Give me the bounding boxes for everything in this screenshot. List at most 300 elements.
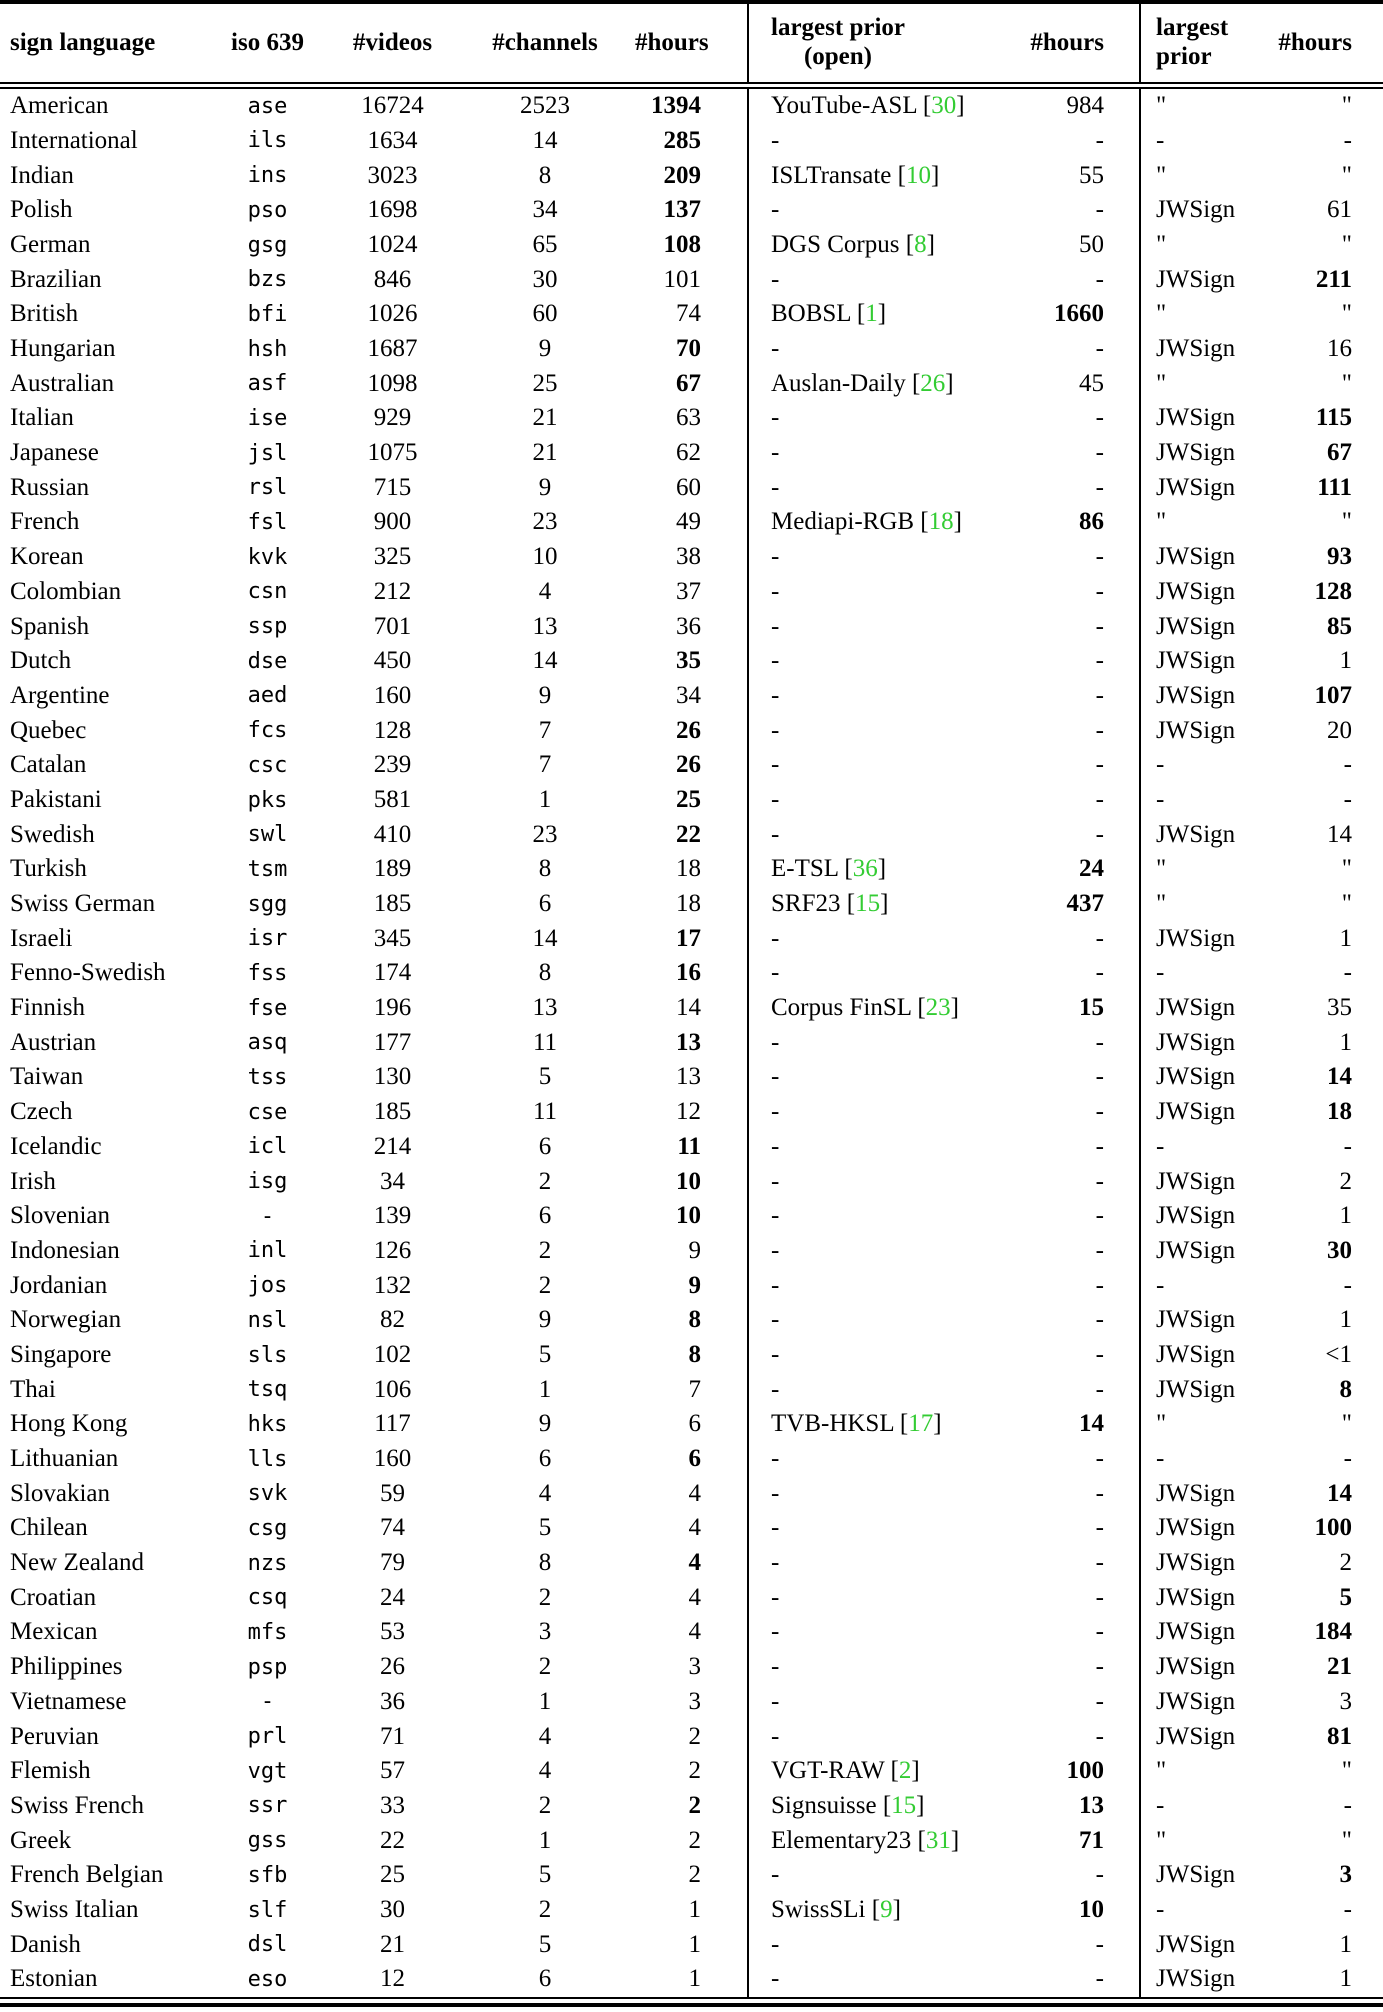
- open-prior-cell: -: [748, 1199, 978, 1234]
- citation-link[interactable]: 23: [925, 994, 951, 1022]
- iso-code-cell: dsl: [247, 1932, 288, 1958]
- largest-prior-hours-cell: ": [1341, 855, 1352, 883]
- largest-prior-cell: ": [1140, 505, 1270, 540]
- largest-prior-hours-cell: 111: [1317, 473, 1352, 501]
- largest-prior-cell: -: [1140, 956, 1270, 991]
- language-cell: Japanese: [10, 439, 99, 467]
- videos-cell: 185: [373, 890, 412, 918]
- table-row: [0, 609, 1383, 644]
- videos-cell: 160: [373, 1445, 412, 1473]
- largest-prior-hours-cell: 1: [1339, 1965, 1352, 1993]
- videos-cell: 16724: [361, 92, 424, 120]
- largest-prior-cell: JWSign: [1140, 575, 1270, 610]
- largest-prior-cell: ": [1140, 86, 1270, 124]
- largest-prior-hours-cell: 3: [1339, 1861, 1352, 1889]
- channels-cell: 9: [538, 1410, 552, 1438]
- largest-prior-cell: JWSign: [1140, 436, 1270, 471]
- iso-code-cell: asf: [247, 371, 288, 397]
- language-cell: Colombian: [10, 577, 122, 605]
- col-header-prior-hours: [1270, 2, 1383, 86]
- largest-prior-hours-cell: -: [1343, 126, 1352, 154]
- open-prior-cell: Elementary23 [31]: [748, 1823, 978, 1858]
- largest-prior-hours-cell: 1: [1339, 924, 1352, 952]
- channels-cell: 2: [538, 1653, 552, 1681]
- table-row: [0, 124, 1383, 159]
- hours-cell: 17: [676, 924, 701, 952]
- channels-cell: 2: [538, 1791, 552, 1819]
- hours-cell: 8: [688, 1306, 701, 1334]
- language-cell: French Belgian: [10, 1861, 164, 1889]
- language-cell: Quebec: [10, 716, 87, 744]
- table-row: [0, 540, 1383, 575]
- hours-cell: 4: [688, 1479, 701, 1507]
- largest-prior-hours-cell: ": [1341, 508, 1352, 536]
- largest-prior-hours-cell: ": [1341, 230, 1352, 258]
- citation-link[interactable]: 2: [898, 1757, 912, 1785]
- language-cell: Swiss German: [10, 890, 156, 918]
- channels-cell: 7: [538, 751, 552, 779]
- iso-code-cell: gsg: [247, 232, 288, 258]
- iso-code-cell: bfi: [247, 301, 288, 327]
- open-prior-cell: ISLTransate [10]: [748, 158, 978, 193]
- open-prior-hours-cell: 86: [1079, 508, 1104, 536]
- videos-cell: 3023: [367, 161, 418, 189]
- largest-prior-hours-cell: 93: [1327, 543, 1352, 571]
- table-row: [0, 86, 1383, 124]
- open-prior-hours-cell: 71: [1079, 1826, 1104, 1854]
- videos-cell: 126: [373, 1236, 412, 1264]
- videos-cell: 128: [373, 716, 412, 744]
- hours-cell: 6: [688, 1410, 701, 1438]
- channels-cell: 6: [538, 1132, 552, 1160]
- channels-cell: 23: [532, 820, 558, 848]
- largest-prior-cell: ": [1140, 297, 1270, 332]
- channels-cell: 4: [538, 1479, 552, 1507]
- largest-prior-hours-cell: 61: [1327, 196, 1352, 224]
- language-cell: Norwegian: [10, 1306, 122, 1334]
- table-row: [0, 1268, 1383, 1303]
- largest-prior-cell: JWSign: [1140, 817, 1270, 852]
- iso-code-cell: -: [260, 1203, 275, 1229]
- open-prior-cell: -: [748, 193, 978, 228]
- language-cell: Mexican: [10, 1618, 98, 1646]
- table-row: [0, 401, 1383, 436]
- largest-prior-hours-cell: <1: [1325, 1340, 1352, 1368]
- language-cell: Croatian: [10, 1583, 97, 1611]
- channels-cell: 9: [538, 1306, 552, 1334]
- hours-cell: 22: [676, 820, 701, 848]
- table-row: [0, 1581, 1383, 1616]
- language-cell: Australian: [10, 369, 115, 397]
- open-prior-hours-cell: -: [1095, 924, 1104, 952]
- table-row: [0, 1095, 1383, 1130]
- open-prior-cell: -: [748, 1234, 978, 1269]
- col-header-largest-prior-label: [1156, 14, 1228, 72]
- videos-cell: 185: [373, 1098, 412, 1126]
- open-prior-cell: DGS Corpus [8]: [748, 228, 978, 263]
- table-row: [0, 1442, 1383, 1477]
- table-row: [0, 956, 1383, 991]
- largest-prior-hours-cell: ": [1341, 1826, 1352, 1854]
- videos-cell: 106: [373, 1375, 412, 1403]
- language-cell: Russian: [10, 473, 90, 501]
- hours-cell: 60: [676, 473, 701, 501]
- iso-code-cell: ils: [247, 128, 288, 154]
- largest-prior-hours-cell: -: [1343, 959, 1352, 987]
- open-prior-cell: -: [748, 1372, 978, 1407]
- open-prior-hours-cell: -: [1095, 439, 1104, 467]
- open-prior-cell: -: [748, 1581, 978, 1616]
- citation-link[interactable]: 15: [891, 1791, 917, 1819]
- open-prior-cell: E-TSL [36]: [748, 852, 978, 887]
- largest-prior-hours-cell: 14: [1327, 1063, 1352, 1091]
- largest-prior-cell: JWSign: [1140, 1858, 1270, 1893]
- videos-cell: 239: [373, 751, 412, 779]
- channels-cell: 7: [538, 716, 552, 744]
- table-row: [0, 1685, 1383, 1720]
- videos-cell: 1024: [367, 230, 418, 258]
- channels-cell: 34: [532, 196, 558, 224]
- language-cell: Lithuanian: [10, 1445, 119, 1473]
- channels-cell: 4: [538, 577, 552, 605]
- language-cell: Austrian: [10, 1028, 97, 1056]
- col-header-open-hours: [978, 2, 1140, 86]
- open-prior-hours-cell: -: [1095, 1167, 1104, 1195]
- citation-link[interactable]: 18: [928, 508, 954, 536]
- hours-cell: 26: [676, 716, 701, 744]
- open-prior-cell: -: [748, 1650, 978, 1685]
- open-prior-hours-cell: -: [1095, 1445, 1104, 1473]
- open-prior-cell: -: [748, 401, 978, 436]
- hours-cell: 37: [676, 577, 701, 605]
- channels-cell: 9: [538, 681, 552, 709]
- largest-prior-cell: ": [1140, 158, 1270, 193]
- language-cell: Chilean: [10, 1514, 88, 1542]
- largest-prior-cell: JWSign: [1140, 713, 1270, 748]
- iso-code-cell: eso: [247, 1966, 288, 1992]
- largest-prior-line2: prior: [1156, 43, 1212, 70]
- largest-prior-cell: -: [1140, 748, 1270, 783]
- language-cell: Swiss French: [10, 1791, 145, 1819]
- language-cell: Flemish: [10, 1757, 91, 1785]
- table-row: [0, 1754, 1383, 1789]
- open-prior-hours-cell: -: [1095, 1271, 1104, 1299]
- table-row: [0, 1303, 1383, 1338]
- open-prior-cell: -: [748, 783, 978, 818]
- iso-code-cell: lls: [247, 1446, 288, 1472]
- col-header-largest-prior-open: [748, 2, 978, 86]
- iso-code-cell: jsl: [247, 440, 288, 466]
- col-header-prior-hours-label: #hours: [1278, 29, 1352, 56]
- hours-cell: 26: [676, 751, 701, 779]
- hours-cell: 9: [688, 1271, 701, 1299]
- open-prior-cell: VGT-RAW [2]: [748, 1754, 978, 1789]
- largest-prior-hours-cell: 3: [1339, 1687, 1352, 1715]
- largest-prior-hours-cell: 115: [1315, 404, 1352, 432]
- videos-cell: 82: [380, 1306, 405, 1334]
- citation-link[interactable]: 8: [914, 230, 927, 258]
- table-row: [0, 748, 1383, 783]
- citation-link[interactable]: 30: [931, 92, 957, 120]
- language-cell: Finnish: [10, 994, 86, 1022]
- open-prior-hours-cell: 15: [1079, 994, 1104, 1022]
- open-prior-cell: -: [748, 1026, 978, 1061]
- open-prior-cell: -: [748, 1927, 978, 1962]
- videos-cell: 410: [373, 820, 412, 848]
- largest-prior-hours-cell: 8: [1339, 1375, 1352, 1403]
- language-cell: Fenno-Swedish: [10, 959, 166, 987]
- language-cell: Irish: [10, 1167, 56, 1195]
- hours-cell: 137: [663, 196, 701, 224]
- table-row: [0, 713, 1383, 748]
- largest-prior-cell: JWSign: [1140, 1026, 1270, 1061]
- col-header-hours: [635, 2, 748, 86]
- citation-link[interactable]: 15: [855, 890, 881, 918]
- videos-cell: 1026: [367, 300, 418, 328]
- table-row: [0, 1338, 1383, 1373]
- videos-cell: 174: [373, 959, 412, 987]
- citation-link[interactable]: 26: [920, 369, 946, 397]
- iso-code-cell: sls: [247, 1342, 288, 1368]
- language-cell: Hungarian: [10, 335, 116, 363]
- videos-cell: 715: [373, 473, 412, 501]
- channels-cell: 8: [538, 959, 552, 987]
- hours-cell: 3: [688, 1687, 701, 1715]
- videos-cell: 26: [380, 1653, 405, 1681]
- largest-prior-hours-cell: 1: [1339, 1306, 1352, 1334]
- channels-cell: 4: [538, 1757, 552, 1785]
- open-prior-hours-cell: -: [1095, 1236, 1104, 1264]
- largest-prior-cell: JWSign: [1140, 1234, 1270, 1269]
- videos-cell: 53: [380, 1618, 405, 1646]
- videos-cell: 325: [373, 543, 412, 571]
- channels-cell: 14: [532, 924, 558, 952]
- open-prior-cell: -: [748, 1338, 978, 1373]
- hours-cell: 13: [676, 1028, 701, 1056]
- videos-cell: 1698: [367, 196, 418, 224]
- largest-prior-hours-cell: 85: [1327, 612, 1352, 640]
- hours-cell: 18: [676, 890, 701, 918]
- videos-cell: 900: [373, 508, 412, 536]
- open-prior-cell: -: [748, 1615, 978, 1650]
- hours-cell: 4: [688, 1583, 701, 1611]
- col-header-videos-label: #videos: [352, 29, 433, 56]
- language-cell: Danish: [10, 1930, 81, 1958]
- language-cell: Peruvian: [10, 1722, 99, 1750]
- hours-cell: 14: [676, 994, 701, 1022]
- largest-prior-hours-cell: 20: [1327, 716, 1352, 744]
- iso-code-cell: hks: [247, 1411, 288, 1437]
- col-header-largest-prior-open-label: [771, 14, 905, 72]
- open-prior-cell: -: [748, 1685, 978, 1720]
- open-prior-hours-cell: -: [1095, 265, 1104, 293]
- iso-code-cell: tss: [247, 1065, 288, 1091]
- largest-prior-cell: ": [1140, 1407, 1270, 1442]
- hours-cell: 1: [688, 1930, 701, 1958]
- iso-code-cell: csg: [247, 1515, 288, 1541]
- open-prior-cell: -: [748, 817, 978, 852]
- iso-code-cell: vgt: [247, 1758, 288, 1784]
- largest-prior-hours-cell: 107: [1314, 681, 1352, 709]
- largest-prior-cell: JWSign: [1140, 1199, 1270, 1234]
- hours-cell: 4: [688, 1514, 701, 1542]
- citation-link[interactable]: 1: [865, 300, 878, 328]
- iso-code-cell: aed: [247, 683, 288, 709]
- open-prior-hours-cell: -: [1095, 1098, 1104, 1126]
- language-cell: Pakistani: [10, 785, 102, 813]
- open-prior-hours-cell: -: [1095, 820, 1104, 848]
- channels-cell: 4: [538, 1722, 552, 1750]
- videos-cell: 24: [380, 1583, 405, 1611]
- hours-cell: 67: [676, 369, 701, 397]
- language-cell: Philippines: [10, 1653, 123, 1681]
- iso-code-cell: inl: [247, 1238, 288, 1264]
- channels-cell: 9: [538, 335, 552, 363]
- iso-code-cell: hsh: [247, 336, 288, 362]
- largest-prior-hours-cell: 16: [1327, 335, 1352, 363]
- largest-prior-hours-cell: 1: [1339, 1202, 1352, 1230]
- largest-prior-hours-cell: 128: [1314, 577, 1352, 605]
- largest-prior-hours-cell: -: [1343, 1791, 1352, 1819]
- col-header-open-hours-label: #hours: [1030, 29, 1104, 56]
- open-prior-cell: -: [748, 1130, 978, 1165]
- open-prior-hours-cell: -: [1095, 404, 1104, 432]
- open-prior-hours-cell: -: [1095, 1861, 1104, 1889]
- open-prior-hours-cell: -: [1095, 751, 1104, 779]
- language-cell: Indian: [10, 161, 74, 189]
- open-prior-hours-cell: -: [1095, 1653, 1104, 1681]
- videos-cell: 1634: [367, 126, 418, 154]
- largest-prior-hours-cell: ": [1341, 161, 1352, 189]
- largest-prior-cell: JWSign: [1140, 262, 1270, 297]
- open-prior-cell: Signsuisse [15]: [748, 1789, 978, 1824]
- largest-prior-cell: JWSign: [1140, 1581, 1270, 1616]
- largest-prior-cell: ": [1140, 1823, 1270, 1858]
- hours-cell: 63: [676, 404, 701, 432]
- language-cell: Thai: [10, 1375, 56, 1403]
- language-cell: Polish: [10, 196, 73, 224]
- channels-cell: 8: [538, 1549, 552, 1577]
- open-prior-hours-cell: 437: [1066, 890, 1104, 918]
- open-prior-hours-cell: -: [1095, 1028, 1104, 1056]
- channels-cell: 2: [538, 1167, 552, 1195]
- open-prior-hours-cell: -: [1095, 1722, 1104, 1750]
- open-prior-hours-cell: -: [1095, 1375, 1104, 1403]
- hours-cell: 74: [676, 300, 701, 328]
- table-row: [0, 922, 1383, 957]
- largest-prior-cell: JWSign: [1140, 471, 1270, 506]
- largest-prior-hours-cell: -: [1343, 1445, 1352, 1473]
- largest-prior-hours-cell: ": [1341, 890, 1352, 918]
- channels-cell: 21: [532, 404, 558, 432]
- open-prior-hours-cell: 984: [1066, 92, 1104, 120]
- open-prior-hours-cell: 24: [1079, 855, 1104, 883]
- open-prior-hours-cell: -: [1095, 1306, 1104, 1334]
- largest-prior-cell: JWSign: [1140, 1372, 1270, 1407]
- open-prior-hours-cell: 14: [1079, 1410, 1104, 1438]
- citation-link[interactable]: 31: [925, 1826, 951, 1854]
- channels-cell: 2: [538, 1583, 552, 1611]
- open-prior-cell: -: [748, 1546, 978, 1581]
- language-cell: Israeli: [10, 924, 73, 952]
- open-prior-hours-cell: -: [1095, 196, 1104, 224]
- videos-cell: 12: [380, 1965, 405, 1993]
- largest-prior-cell: JWSign: [1140, 991, 1270, 1026]
- table-row: [0, 1511, 1383, 1546]
- language-cell: International: [10, 126, 138, 154]
- hours-cell: 101: [663, 265, 701, 293]
- citation-link[interactable]: 36: [852, 855, 878, 883]
- hours-cell: 10: [676, 1202, 701, 1230]
- iso-code-cell: csc: [247, 752, 288, 778]
- table-row: [0, 1615, 1383, 1650]
- channels-cell: 6: [538, 1445, 552, 1473]
- open-prior-cell: -: [748, 1060, 978, 1095]
- iso-code-cell: mfs: [247, 1620, 288, 1646]
- largest-prior-cell: -: [1140, 124, 1270, 159]
- videos-cell: 30: [380, 1895, 405, 1923]
- open-prior-hours-cell: -: [1095, 681, 1104, 709]
- largest-prior-cell: JWSign: [1140, 1477, 1270, 1512]
- largest-prior-cell: JWSign: [1140, 679, 1270, 714]
- hours-cell: 9: [688, 1236, 701, 1264]
- channels-cell: 14: [532, 647, 558, 675]
- largest-prior-open-line1: largest prior: [771, 14, 905, 42]
- header-row: [0, 2, 1383, 86]
- language-cell: German: [10, 230, 91, 258]
- citation-link[interactable]: 9: [880, 1895, 893, 1923]
- videos-cell: 102: [373, 1340, 412, 1368]
- table-row: [0, 817, 1383, 852]
- open-prior-cell: -: [748, 332, 978, 367]
- channels-cell: 3: [538, 1618, 552, 1646]
- iso-code-cell: sgg: [247, 891, 288, 917]
- citation-link[interactable]: 10: [905, 161, 931, 189]
- table-row: [0, 332, 1383, 367]
- largest-prior-hours-cell: 2: [1339, 1167, 1352, 1195]
- largest-prior-cell: JWSign: [1140, 609, 1270, 644]
- largest-prior-cell: JWSign: [1140, 1927, 1270, 1962]
- language-cell: Korean: [10, 543, 84, 571]
- table-row: [0, 1372, 1383, 1407]
- language-cell: British: [10, 300, 79, 328]
- open-prior-cell: -: [748, 1268, 978, 1303]
- videos-cell: 117: [374, 1410, 411, 1438]
- channels-cell: 30: [532, 265, 558, 293]
- open-prior-cell: -: [748, 1962, 978, 1998]
- largest-prior-cell: JWSign: [1140, 1615, 1270, 1650]
- table-row: [0, 852, 1383, 887]
- hours-cell: 34: [676, 681, 701, 709]
- channels-cell: 5: [538, 1930, 552, 1958]
- videos-cell: 57: [380, 1757, 405, 1785]
- hours-cell: 62: [676, 439, 701, 467]
- open-prior-cell: -: [748, 575, 978, 610]
- citation-link[interactable]: 17: [908, 1410, 934, 1438]
- channels-cell: 2: [538, 1895, 552, 1923]
- iso-code-cell: icl: [247, 1134, 288, 1160]
- table-row: [0, 1026, 1383, 1061]
- hours-cell: 36: [676, 612, 701, 640]
- videos-cell: 177: [373, 1028, 412, 1056]
- open-prior-hours-cell: -: [1095, 1549, 1104, 1577]
- hours-cell: 1: [688, 1895, 701, 1923]
- open-prior-cell: -: [748, 748, 978, 783]
- language-cell: American: [10, 92, 109, 120]
- open-prior-hours-cell: -: [1095, 577, 1104, 605]
- open-prior-hours-cell: -: [1095, 1063, 1104, 1091]
- open-prior-cell: Corpus FinSL [23]: [748, 991, 978, 1026]
